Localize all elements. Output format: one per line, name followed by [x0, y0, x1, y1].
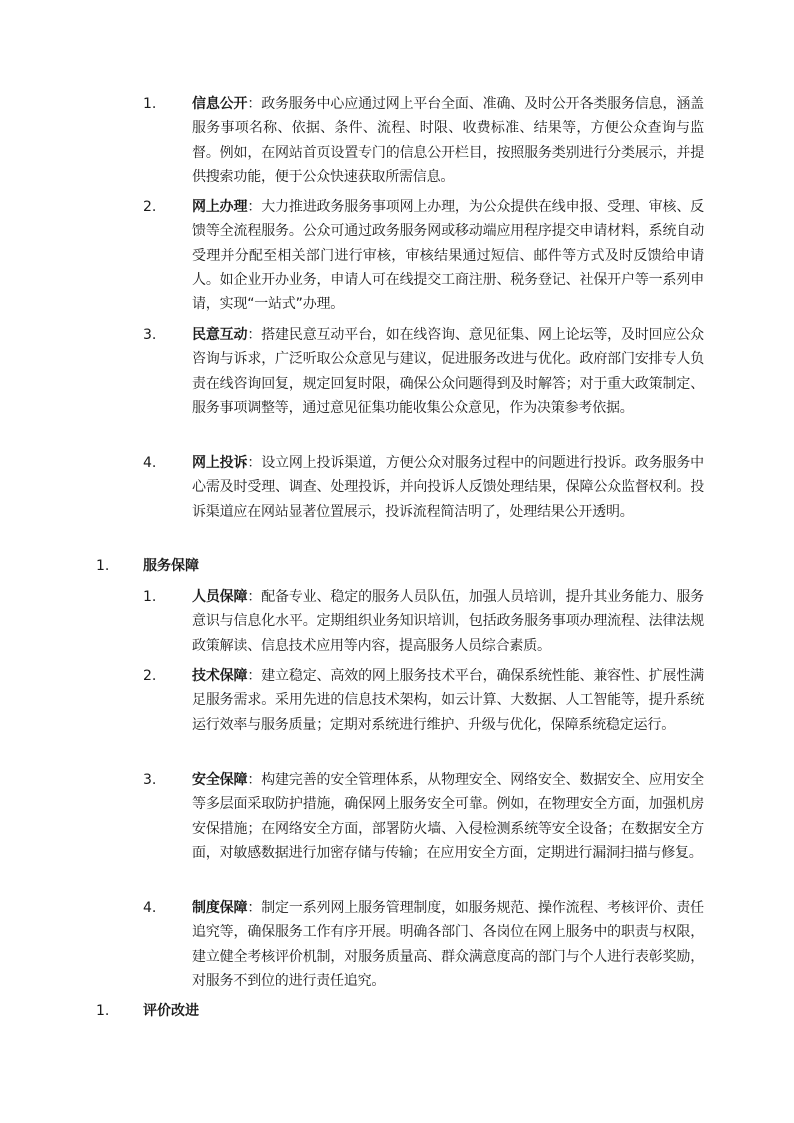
list-item-term: 网上办理 [192, 199, 248, 215]
list-item-number: 3. [143, 772, 157, 788]
list-item-body [192, 451, 704, 524]
list-item-term: 信息公开 [192, 96, 248, 112]
list-item-technical-guarantee [143, 664, 703, 737]
list-item-colon: ： [247, 96, 262, 112]
list-item-text: 政务服务中心应通过网上平台全面、准确、及时公开各类服务信息，涵盖服务事项名称、依据、条件、流程、时限、收费标准、结果等，方便公众查询与监督。例如，在网站首页设置专门的信息公开栏目，按照服务类别进行分类展示，并提供搜索功能，便于公众快速获取所需信息。 [192, 96, 704, 185]
list-item-colon: ： [247, 772, 262, 788]
list-item-text: 制定一系列网上服务管理制度，如服务规范、操作流程、考核评价、责任追究等，确保服务工作有序开展。明确各部门、各岗位在网上服务中的职责与权限，建立健全考核评价机制，对服务质量高、群众满意度高的部门与个人进行表彰奖励，对服务不到位的进行责任追究。 [192, 900, 704, 989]
list-item-number: 3. [143, 327, 157, 343]
list-item-body [192, 195, 704, 316]
list-item-system-guarantee [143, 896, 703, 993]
list-item-term: 技术保障 [192, 668, 248, 684]
section-title: 评价改进 [143, 1003, 199, 1019]
list-item-number: 2. [143, 199, 157, 215]
list-item-term: 制度保障 [192, 900, 248, 916]
list-item-text: 设立网上投诉渠道，方便公众对服务过程中的问题进行投诉。政务服务中心需及时受理、调查、处理投诉，并向投诉人反馈处理结果，保障公众监督权利。投诉渠道应在网站显著位置展示，投诉流程简洁明了，处理结果公开透明。 [192, 455, 704, 520]
list-item-text: 构建完善的安全管理体系，从物理安全、网络安全、数据安全、应用安全等多层面采取防护措施，确保网上服务安全可靠。例如，在物理安全方面，加强机房安保措施；在网络安全方面，部署防火墙、入侵检测系统等安全设备；在数据安全方面，对敏感数据进行加密存储与传输；在应用安全方面，定期进行漏洞扫描与修复。 [192, 772, 704, 861]
section-number: 1. [96, 1003, 110, 1019]
list-item-text: 配备专业、稳定的服务人员队伍，加强人员培训，提升其业务能力、服务意识与信息化水平。定期组织业务知识培训，包括政务服务事项办理流程、法律法规政策解读、信息技术应用等内容，提高服务人员综合素质。 [192, 589, 704, 654]
list-item-colon: ： [247, 668, 262, 684]
list-item-personnel-guarantee [143, 585, 703, 658]
list-item-colon: ： [247, 455, 262, 471]
list-item-body [192, 585, 704, 658]
list-item-number: 4. [143, 455, 157, 471]
list-item-colon: ： [247, 199, 262, 215]
list-item-text: 建立稳定、高效的网上服务技术平台，确保系统性能、兼容性、扩展性满足服务需求。采用先进的信息技术架构，如云计算、大数据、人工智能等，提升系统运行效率与服务质量；定期对系统进行维护、升级与优化，保障系统稳定运行。 [192, 668, 704, 733]
section-heading-evaluation-improvement [96, 999, 199, 1023]
list-item-body [192, 323, 704, 420]
list-item-public-interaction [143, 323, 703, 420]
list-item-text: 搭建民意互动平台，如在线咨询、意见征集、网上论坛等，及时回应公众咨询与诉求，广泛听取公众意见与建议，促进服务改进与优化。政府部门安排专人负责在线咨询回复，规定回复时限，确保公众问题得到及时解答；对于重大政策制定、服务事项调整等，通过意见征集功能收集公众意见，作为决策参考依据。 [192, 327, 704, 416]
list-item-text: 大力推进政务服务事项网上办理，为公众提供在线申报、受理、审核、反馈等全流程服务。公众可通过政务服务网或移动端应用程序提交申请材料，系统自动受理并分配至相关部门进行审核，审核结果通过短信、邮件等方式及时反馈给申请人。如企业开办业务，申请人可在线提交工商注册、税务登记、社保开户等一系列申请，实现“一站式”办理。 [192, 199, 704, 313]
section-heading-service-guarantee [96, 554, 199, 578]
list-item-number: 1. [143, 96, 157, 112]
list-item-number: 4. [143, 900, 157, 916]
list-item-body [192, 768, 704, 865]
list-item-colon: ： [247, 900, 262, 916]
list-item-term: 安全保障 [192, 772, 248, 788]
list-item-term: 民意互动 [192, 327, 248, 343]
list-item-number: 2. [143, 668, 157, 684]
list-item-info-disclosure [143, 92, 703, 189]
list-item-colon: ： [247, 327, 262, 343]
list-item-term: 网上投诉 [192, 455, 248, 471]
list-item-online-handling [143, 195, 703, 316]
list-item-security-guarantee [143, 768, 703, 865]
list-item-body [192, 664, 704, 737]
list-item-body [192, 92, 704, 189]
section-title: 服务保障 [143, 558, 199, 574]
list-item-number: 1. [143, 589, 157, 605]
list-item-term: 人员保障 [192, 589, 248, 605]
list-item-colon: ： [247, 589, 262, 605]
list-item-body [192, 896, 704, 993]
section-number: 1. [96, 558, 110, 574]
list-item-online-complaint [143, 451, 703, 524]
